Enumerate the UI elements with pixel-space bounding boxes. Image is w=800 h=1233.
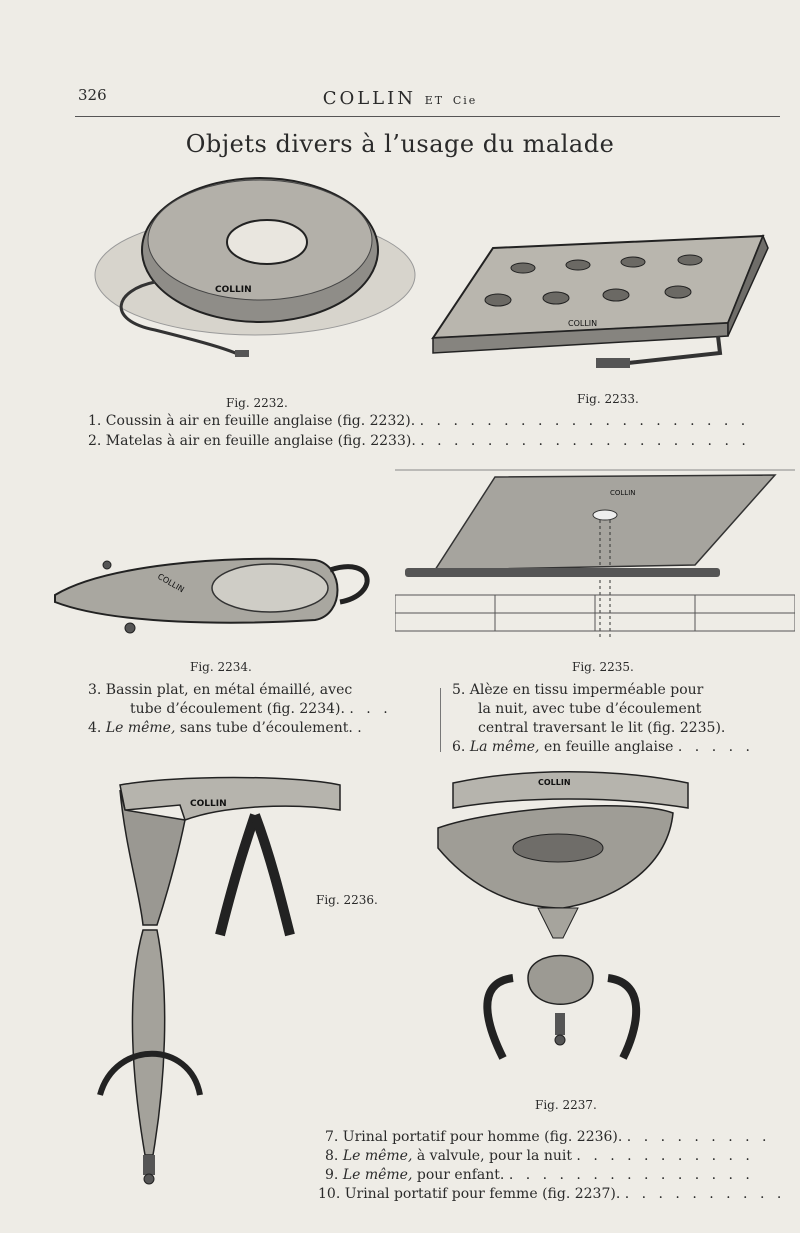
urinal-female-label: COLLIN — [538, 778, 571, 787]
item-text: en feuille anglaise — [543, 739, 674, 755]
item-text: central traversant le lit (fig. 2235). — [478, 720, 726, 736]
fig-2232-caption: Fig. 2232. — [226, 396, 288, 410]
section-title: Objets divers à l’usage du malade — [185, 130, 615, 158]
list-item — [452, 738, 754, 757]
list-item — [88, 432, 750, 451]
item-number: 6. — [452, 739, 466, 755]
item-number: 9. — [325, 1167, 339, 1183]
item-italic: Le même, — [342, 1167, 413, 1183]
list-item — [478, 719, 725, 738]
dot-leader: . . . . . . . . . . . . . . . — [508, 1167, 754, 1183]
item-text: pour enfant. — [416, 1167, 505, 1183]
male-urinal-illustration — [95, 765, 345, 1195]
brand-name: COLLIN — [322, 88, 416, 109]
sheet-label: COLLIN — [610, 489, 636, 497]
item-italic: La même, — [469, 739, 540, 755]
item-number: 4. — [88, 720, 102, 736]
list-item — [88, 719, 366, 738]
item-number: 8. — [325, 1148, 339, 1164]
dot-leader: . . . . . — [677, 739, 754, 755]
dot-leader: . . . . . . . . . . . . . . . . . . . . — [420, 433, 750, 449]
bedpan-illustration — [45, 540, 375, 645]
fig-2233-caption: Fig. 2233. — [577, 392, 639, 406]
bracket-rule — [440, 688, 441, 752]
item-text: 1. Coussin à air en feuille anglaise (fig. 2232). — [88, 413, 416, 429]
dot-leader: . . . . . . . . . — [626, 1129, 771, 1145]
list-item — [325, 1147, 754, 1166]
list-item — [88, 681, 352, 700]
list-item — [130, 700, 392, 719]
mattress-label: COLLIN — [568, 319, 598, 328]
page-number: 326 — [78, 86, 107, 104]
dot-leader: . . . . . . . . . . . — [576, 1148, 754, 1164]
urinal-male-label: COLLIN — [190, 799, 227, 809]
item-text: sans tube d’écoulement. — [179, 720, 353, 736]
fig-2235-caption: Fig. 2235. — [572, 660, 634, 674]
fig-2236-caption: Fig. 2236. — [316, 893, 378, 907]
header-rule — [75, 116, 780, 117]
brand-et: ET — [424, 94, 445, 107]
list-item — [452, 681, 703, 700]
list-item — [318, 1185, 785, 1204]
bedpan-label: COLLIN — [156, 571, 186, 595]
dot-leader: . . . . . . . . . . . . . . . . . . . . — [419, 413, 750, 429]
item-text: 7. Urinal portatif pour homme (fig. 2236). — [325, 1129, 623, 1145]
fig-2237-caption: Fig. 2237. — [535, 1098, 597, 1112]
air-mattress-illustration — [428, 228, 773, 388]
item-italic: Le même, — [105, 720, 176, 736]
list-item — [325, 1166, 754, 1185]
list-item — [478, 700, 701, 719]
air-cushion-illustration — [85, 170, 425, 370]
item-text: 5. Alèze en tissu imperméable pour — [452, 682, 704, 698]
fig-2234-caption: Fig. 2234. — [190, 660, 252, 674]
female-urinal-illustration — [433, 768, 695, 1093]
item-text: 10. Urinal portatif pour femme (fig. 2237). — [318, 1186, 621, 1202]
item-text: tube d’écoulement (fig. 2234). — [130, 701, 345, 717]
item-text: 2. Matelas à air en feuille anglaise (fig. 2233). — [88, 433, 416, 449]
item-italic: Le même, — [342, 1148, 413, 1164]
dot-leader: . . . — [349, 701, 392, 717]
dot-leader: . . . . . . . . . . — [624, 1186, 786, 1202]
bed-sheet-illustration — [395, 465, 795, 657]
item-text: 3. Bassin plat, en métal émaillé, avec — [88, 682, 353, 698]
item-text: à valvule, pour la nuit — [416, 1148, 572, 1164]
dot-leader: . — [357, 720, 366, 736]
brand-cie: Cie — [452, 94, 478, 107]
running-head — [0, 88, 800, 109]
cushion-label: COLLIN — [215, 285, 252, 295]
list-item — [325, 1128, 770, 1147]
item-text: la nuit, avec tube d’écoulement — [478, 701, 702, 717]
list-item — [88, 412, 749, 431]
